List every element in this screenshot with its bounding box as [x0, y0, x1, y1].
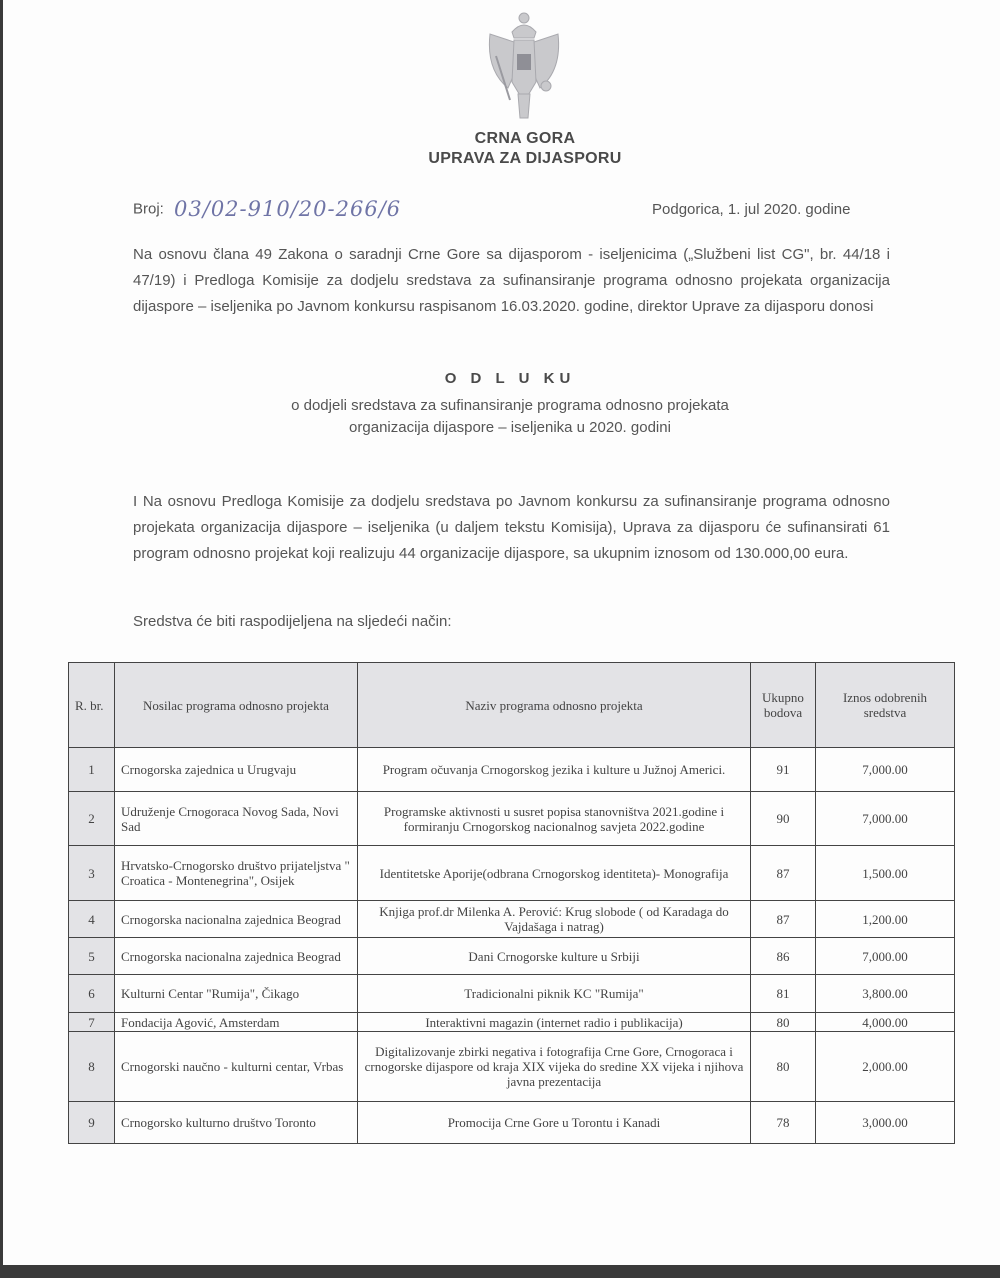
- cell-iznos: 7,000.00: [816, 748, 955, 792]
- cell-iznos: 2,000.00: [816, 1032, 955, 1102]
- cell-nosilac: Crnogorska nacionalna zajednica Beograd: [115, 901, 358, 938]
- cell-naziv: Knjiga prof.dr Milenka A. Perović: Krug slobode ( od Karadaga do Vajdašaga i natrag): [358, 901, 751, 938]
- decision-title: O D L U KU: [444, 370, 576, 387]
- cell-rbr: 1: [69, 748, 115, 792]
- cell-iznos: 3,000.00: [816, 1102, 955, 1144]
- cell-iznos: 3,800.00: [816, 975, 955, 1013]
- reference-number: [133, 197, 401, 221]
- cell-bodovi: 78: [751, 1102, 816, 1144]
- cell-nosilac: Hrvatsko-Crnogorsko društvo prijateljstva " Croatica - Montenegrina", Osijek: [115, 846, 358, 901]
- table-header-row: [69, 663, 955, 748]
- cell-naziv: Identitetske Aporije(odbrana Crnogorskog identiteta)- Monografija: [358, 846, 751, 901]
- cell-naziv: Dani Crnogorske kulture u Srbiji: [358, 938, 751, 975]
- table-row: [69, 1032, 955, 1102]
- table-row: [69, 938, 955, 975]
- cell-nosilac: Fondacija Agović, Amsterdam: [115, 1013, 358, 1032]
- cell-nosilac: Udruženje Crnogoraca Novog Sada, Novi Sad: [115, 792, 358, 846]
- header-naziv: Naziv programa odnosno projekta: [358, 663, 751, 748]
- header-rbr: R. br.: [69, 663, 115, 748]
- cell-nosilac: Crnogorski naučno - kulturni centar, Vrbas: [115, 1032, 358, 1102]
- table-body: [69, 748, 955, 1144]
- cell-naziv: Programske aktivnosti u susret popisa stanovništva 2021.godine i formiranju Crnogorskog nacionalnog savjeta 2022.godine: [358, 792, 751, 846]
- coat-of-arms-icon: [484, 10, 564, 122]
- cell-iznos: 4,000.00: [816, 1013, 955, 1032]
- cell-iznos: 7,000.00: [816, 792, 955, 846]
- table-row: [69, 1013, 955, 1032]
- cell-bodovi: 87: [751, 901, 816, 938]
- table-row: [69, 901, 955, 938]
- cell-bodovi: 80: [751, 1013, 816, 1032]
- cell-naziv: Promocija Crne Gore u Torontu i Kanadi: [358, 1102, 751, 1144]
- reference-label: Broj:: [133, 200, 164, 218]
- cell-rbr: 8: [69, 1032, 115, 1102]
- cell-naziv: Tradicionalni piknik KC "Rumija": [358, 975, 751, 1013]
- header-bodovi: Ukupno bodova: [751, 663, 816, 748]
- cell-rbr: 7: [69, 1013, 115, 1032]
- cell-rbr: 6: [69, 975, 115, 1013]
- table-row: [69, 975, 955, 1013]
- allocation-table: [68, 662, 955, 1144]
- decision-subtitle-line-1: o dodjeli sredstava za sufinansiranje programa odnosno projekata: [291, 397, 729, 414]
- scan-bottom-edge: [0, 1265, 1000, 1278]
- cell-bodovi: 80: [751, 1032, 816, 1102]
- country-heading: CRNA GORA: [474, 130, 576, 147]
- cell-iznos: 1,200.00: [816, 901, 955, 938]
- decision-subtitle-line-2: organizacija dijaspore – iseljenika u 2020. godini: [349, 419, 671, 436]
- cell-bodovi: 91: [751, 748, 816, 792]
- cell-rbr: 3: [69, 846, 115, 901]
- place-date: Podgorica, 1. jul 2020. godine: [652, 201, 851, 218]
- cell-rbr: 5: [69, 938, 115, 975]
- table-row: [69, 1102, 955, 1144]
- cell-naziv: Digitalizovanje zbirki negativa i fotografija Crne Gore, Crnogoraca i crnogorske dijaspore od kraja XIX vijeka do sredine XX vijeka i njihova javna prezentacija: [358, 1032, 751, 1102]
- table-row: [69, 792, 955, 846]
- preamble-paragraph: Na osnovu člana 49 Zakona o saradnji Crne Gore sa dijasporom - iseljenicima („Službeni list CG", br. 44/18 i 47/19) i Predloga Komisije za dodjelu sredstava za sufinansiranje programa odnosno projekata organizacija dijaspore – iseljenika po Javnom konkursu raspisanom 16.03.2020. godine, direktor Uprave za dijasporu donosi: [133, 246, 890, 315]
- cell-nosilac: Crnogorska zajednica u Urugvaju: [115, 748, 358, 792]
- cell-bodovi: 86: [751, 938, 816, 975]
- cell-bodovi: 90: [751, 792, 816, 846]
- decision-subtitle: [0, 395, 1000, 439]
- cell-naziv: Interaktivni magazin (internet radio i publikacija): [358, 1013, 751, 1032]
- institution-heading: UPRAVA ZA DIJASPORU: [428, 150, 622, 167]
- cell-nosilac: Kulturni Centar "Rumija", Čikago: [115, 975, 358, 1013]
- handwritten-reference: 03/02-910/20-266/6: [174, 197, 402, 221]
- cell-nosilac: Crnogorska nacionalna zajednica Beograd: [115, 938, 358, 975]
- cell-naziv: Program očuvanja Crnogorskog jezika i kulture u Južnoj Americi.: [358, 748, 751, 792]
- cell-rbr: 9: [69, 1102, 115, 1144]
- cell-rbr: 2: [69, 792, 115, 846]
- cell-bodovi: 81: [751, 975, 816, 1013]
- cell-nosilac: Crnogorsko kulturno društvo Toronto: [115, 1102, 358, 1144]
- allocation-table-container: [68, 662, 955, 1144]
- cell-iznos: 1,500.00: [816, 846, 955, 901]
- cell-iznos: 7,000.00: [816, 938, 955, 975]
- table-row: [69, 748, 955, 792]
- section-1-paragraph: I Na osnovu Predloga Komisije za dodjelu sredstava po Javnom konkursu za sufinansiranje programa odnosno projekata organizacija dijaspore – iseljenika (u daljem tekstu Komisija), Uprava za dijasporu će sufinansirati 61 program odnosno projekat koji realizuju 44 organizacije dijaspore, sa ukupnim iznosom od 130.000,00 eura.: [133, 493, 890, 562]
- table-row: [69, 846, 955, 901]
- distribution-intro: Sredstva će biti raspodijeljena na sljedeći način:: [133, 613, 452, 630]
- header-nosilac: Nosilac programa odnosno projekta: [115, 663, 358, 748]
- cell-bodovi: 87: [751, 846, 816, 901]
- header-iznos: Iznos odobrenih sredstva: [816, 663, 955, 748]
- cell-rbr: 4: [69, 901, 115, 938]
